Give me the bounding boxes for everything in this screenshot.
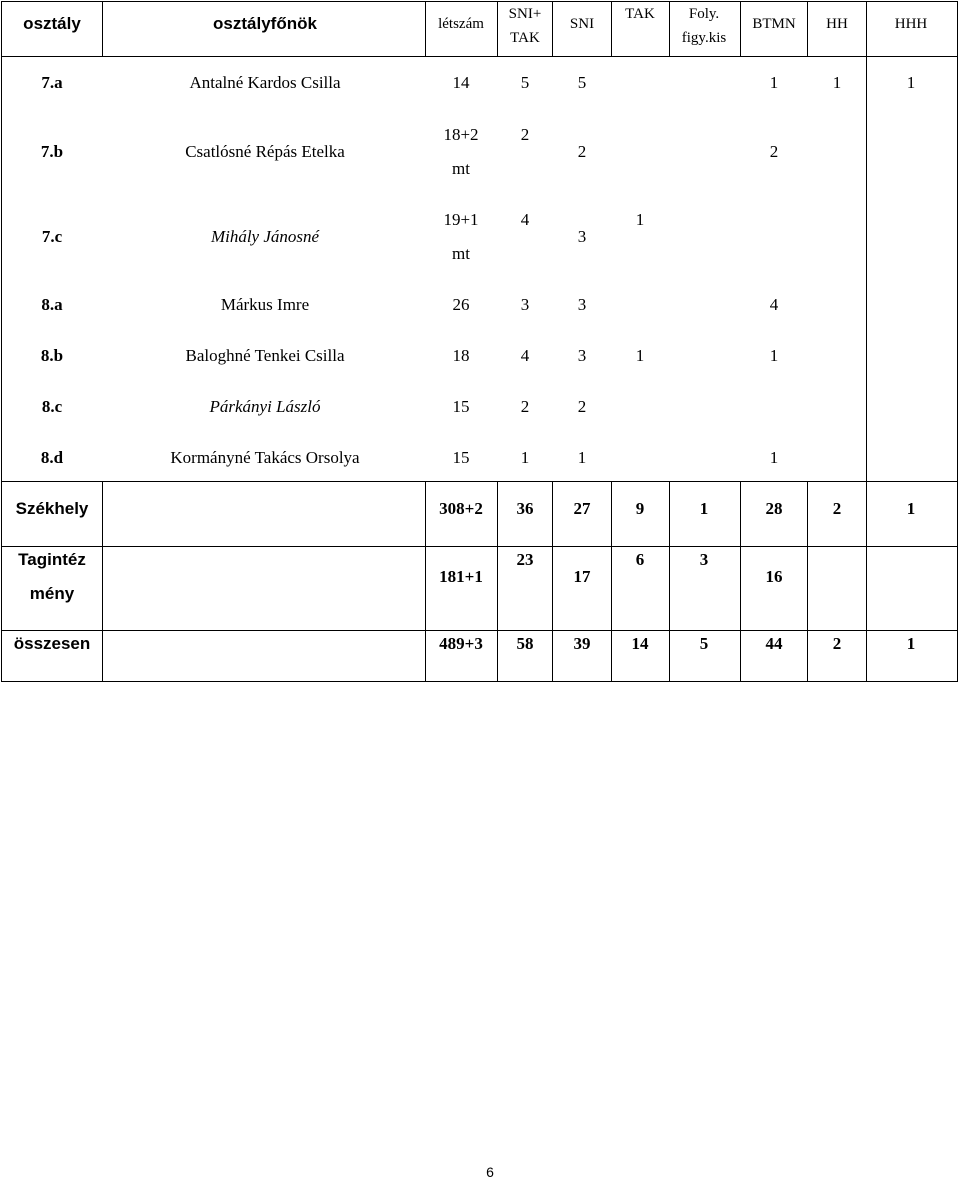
header-tak: TAK (625, 6, 655, 22)
total-sni: 39 (573, 634, 591, 653)
header-sni: SNI (569, 16, 595, 32)
row-sni: 5 (577, 73, 587, 92)
row-count: 18 (452, 346, 470, 365)
row-teacher: Mihály Jánosné (210, 227, 320, 246)
row-sni: 3 (577, 227, 587, 246)
row-sni-tak: 4 (520, 210, 530, 229)
row-teacher: Baloghné Tenkei Csilla (185, 346, 345, 365)
page-number: 6 (486, 1164, 494, 1180)
row-btmn: 4 (769, 295, 779, 314)
row-btmn: 1 (769, 448, 779, 467)
total-count: 308+2 (439, 499, 483, 518)
row-count-line2: mt (452, 159, 470, 178)
total-hhh: 1 (906, 634, 916, 653)
row-sni-tak: 2 (520, 397, 530, 416)
row-sni: 3 (577, 295, 587, 314)
row-count-line2: mt (452, 244, 470, 263)
row-sni: 1 (577, 448, 587, 467)
total-label-line2: mény (29, 584, 75, 603)
total-tak: 6 (635, 550, 645, 569)
row-count: 14 (452, 73, 470, 92)
row-sni-tak: 5 (520, 73, 530, 92)
row-count: 26 (452, 295, 470, 314)
total-foly: 1 (699, 499, 709, 518)
total-btmn: 28 (765, 499, 783, 518)
header-hh: HH (826, 16, 848, 32)
total-btmn: 44 (765, 634, 783, 653)
total-hhh: 1 (906, 499, 916, 518)
row-tak: 1 (635, 210, 645, 229)
row-sni-tak: 1 (520, 448, 530, 467)
row-sni: 2 (577, 397, 587, 416)
row-class: 8.a (41, 295, 63, 314)
row-hh: 1 (832, 73, 842, 92)
row-count: 15 (452, 448, 470, 467)
row-class: 8.c (41, 397, 63, 416)
row-tak: 1 (635, 346, 645, 365)
total-hh: 2 (832, 634, 842, 653)
total-btmn: 16 (765, 567, 783, 586)
header-teacher: osztályfőnök (213, 14, 317, 33)
header-sni-tak-line2: TAK (510, 30, 540, 46)
row-class: 7.c (41, 227, 63, 246)
row-sni-tak: 4 (520, 346, 530, 365)
row-sni: 3 (577, 346, 587, 365)
row-count-line1: 18+2 (443, 125, 479, 144)
total-hh: 2 (832, 499, 842, 518)
total-sni-tak: 58 (516, 634, 534, 653)
total-sni-tak: 23 (516, 550, 534, 569)
row-count-line1: 19+1 (443, 210, 479, 229)
total-count: 489+3 (439, 634, 483, 653)
row-class: 7.b (40, 142, 64, 161)
total-label: Székhely (15, 499, 89, 518)
header-btmn: BTMN (752, 16, 796, 32)
row-btmn: 2 (769, 142, 779, 161)
row-teacher: Márkus Imre (220, 295, 310, 314)
row-teacher: Kormányné Takács Orsolya (170, 448, 360, 467)
row-btmn: 1 (769, 73, 779, 92)
row-class: 8.b (40, 346, 64, 365)
total-foly: 3 (699, 550, 709, 569)
row-sni-tak: 2 (520, 125, 530, 144)
total-label-line1: Tagintéz (18, 550, 86, 569)
total-sni: 27 (573, 499, 591, 518)
header-foly-line1: Foly. (688, 6, 720, 22)
total-label: összesen (13, 634, 91, 653)
header-sni-tak-line1: SNI+ (508, 6, 542, 22)
row-count: 15 (452, 397, 470, 416)
total-tak: 9 (635, 499, 645, 518)
row-teacher: Antalné Kardos Csilla (189, 73, 341, 92)
row-class: 8.d (40, 448, 64, 467)
header-foly-line2: figy.kis (681, 30, 727, 46)
header-hhh: HHH (894, 16, 928, 32)
row-btmn: 1 (769, 346, 779, 365)
row-hhh: 1 (906, 73, 916, 92)
row-teacher: Csatlósné Répás Etelka (185, 142, 345, 161)
total-tak: 14 (631, 634, 649, 653)
row-sni: 2 (577, 142, 587, 161)
row-teacher: Párkányi László (209, 397, 321, 416)
header-class: osztály (23, 14, 81, 33)
total-sni-tak: 36 (516, 499, 534, 518)
header-count: létszám (438, 16, 484, 32)
total-foly: 5 (699, 634, 709, 653)
total-count: 181+1 (439, 567, 483, 586)
row-class: 7.a (41, 73, 63, 92)
total-sni: 17 (573, 567, 591, 586)
row-sni-tak: 3 (520, 295, 530, 314)
